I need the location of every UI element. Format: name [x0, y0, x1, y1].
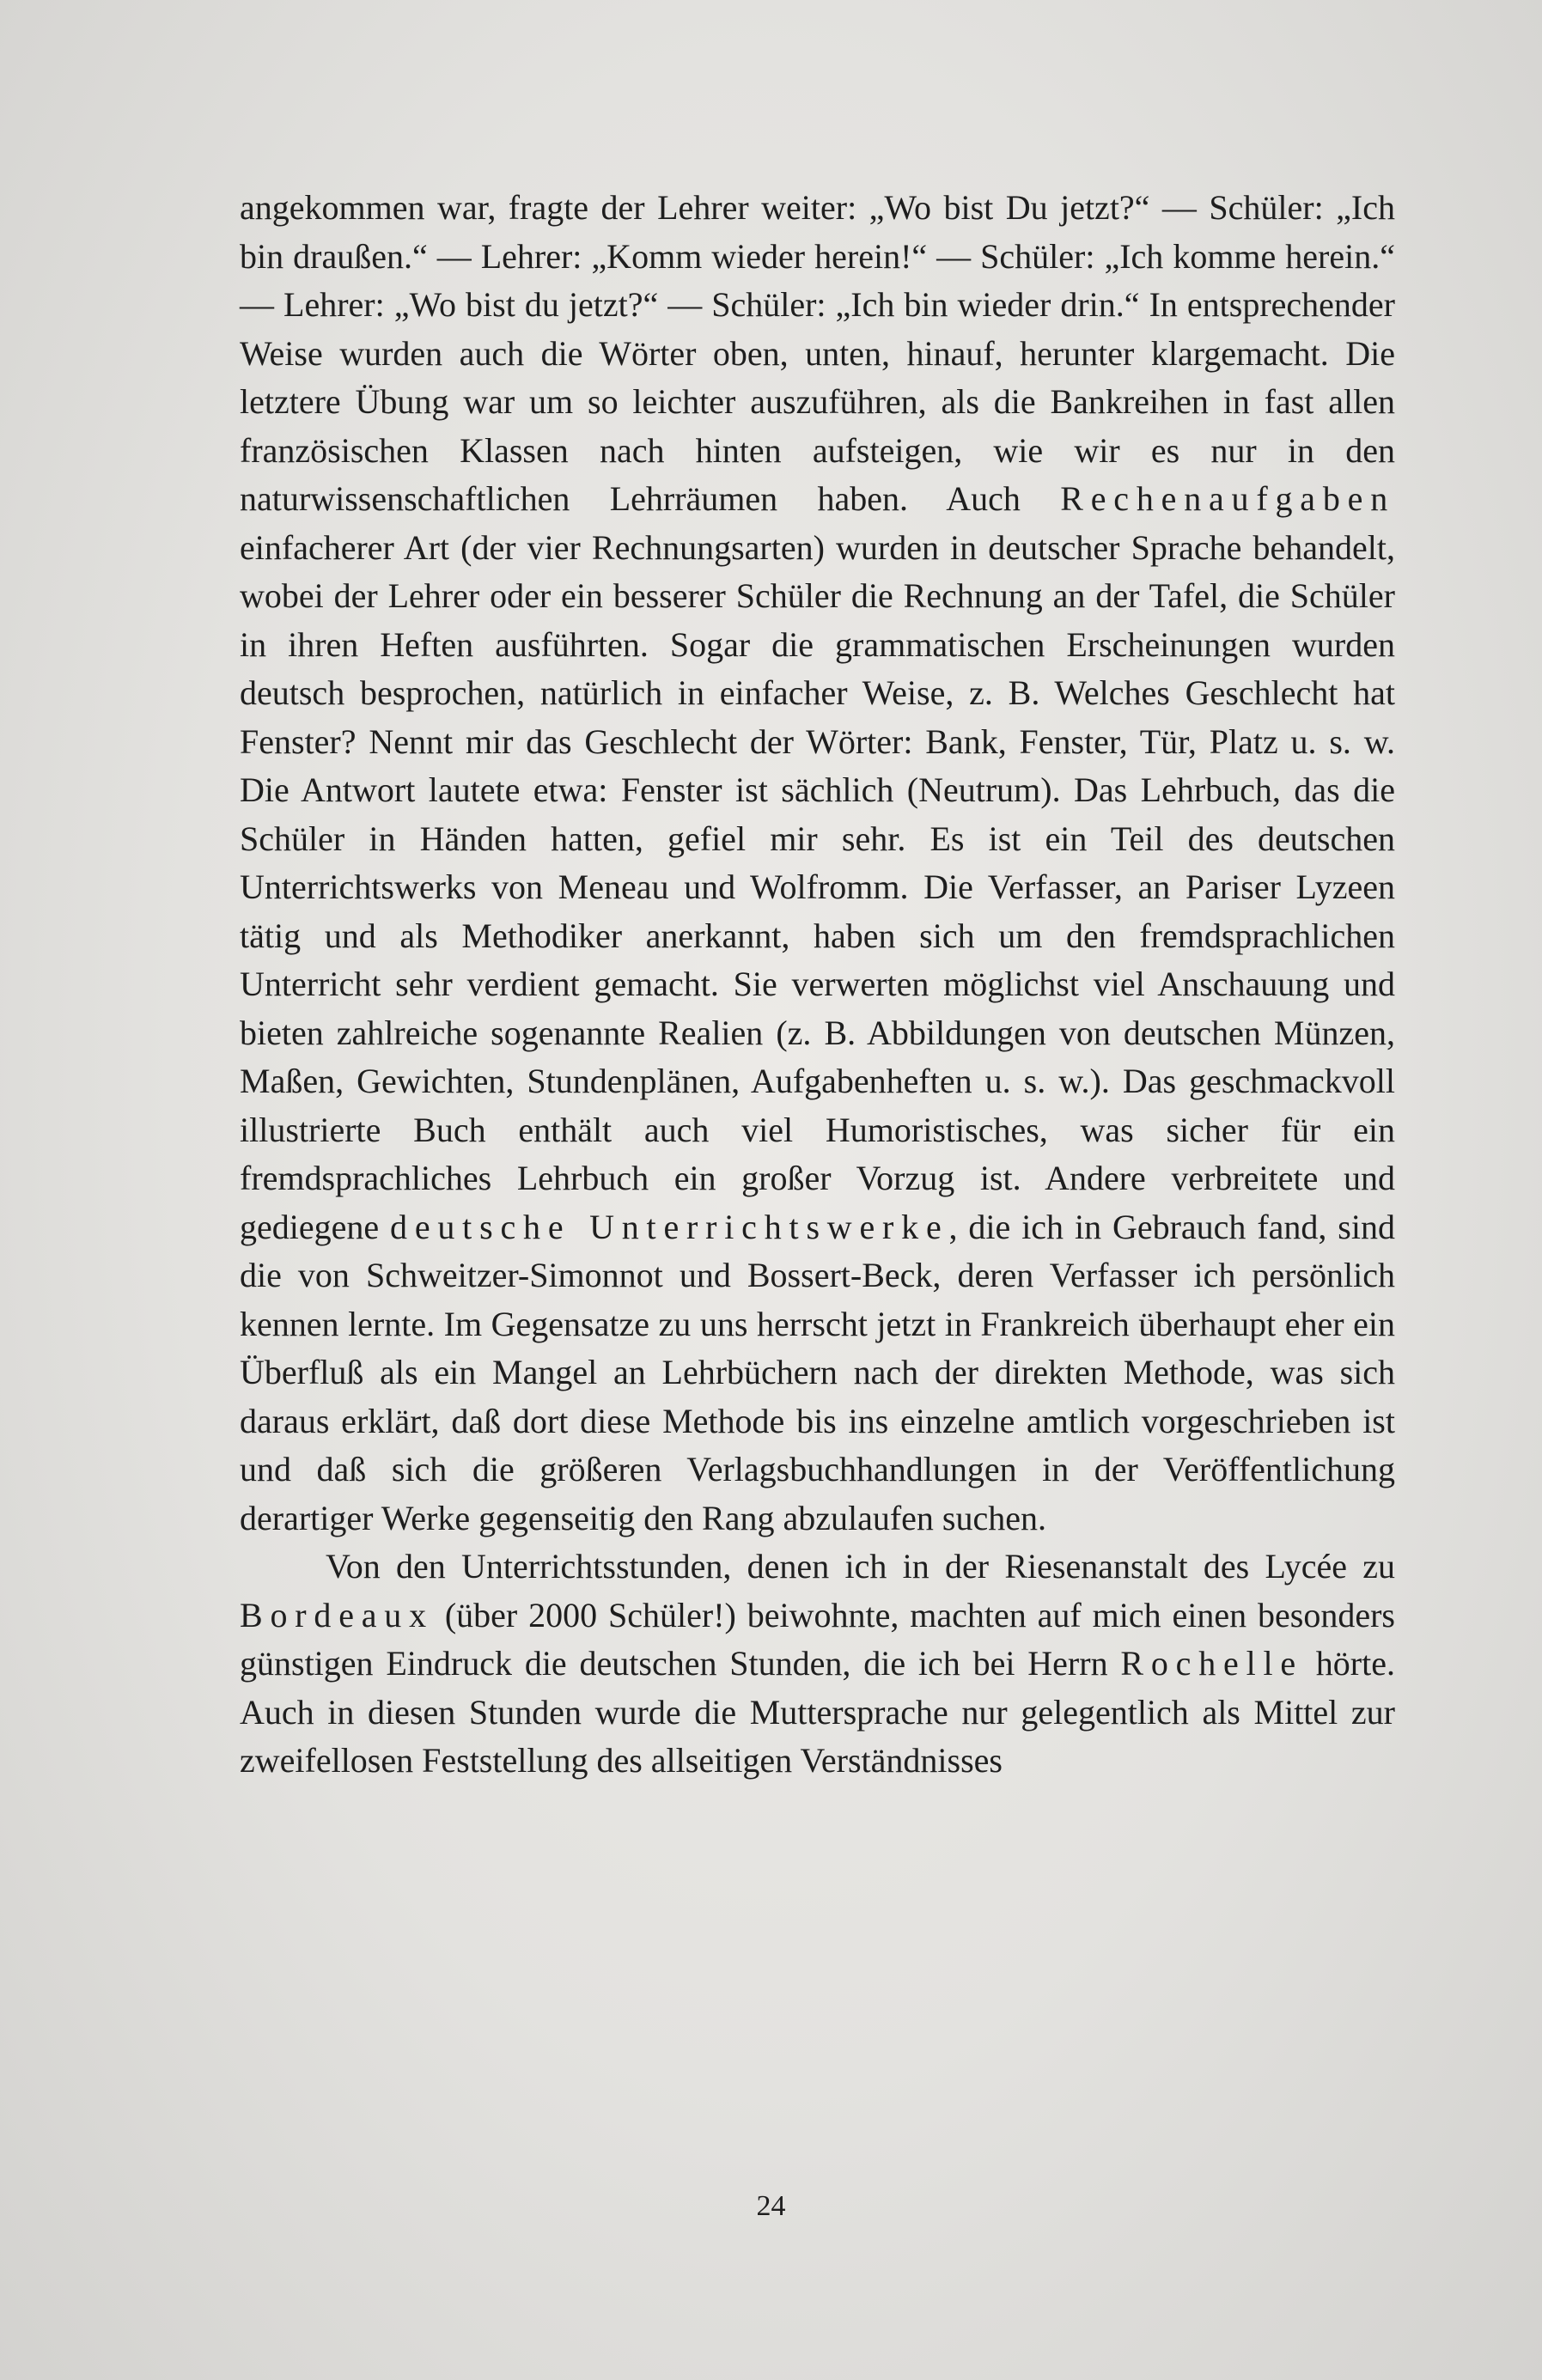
- text-segment: , die ich in Gebrauch fand, sind die von Schweitzer-Simonnot und Bossert-Beck, deren Verfasser ich persönlich kennen lernte. Im Gegensatze zu uns herrscht jetzt in Frankreich überhaupt eher ein Überfluß als ein Mangel an Lehrbüchern nach der direkten Methode, was sich daraus erklärt, daß dort diese Methode bis ins einzelne amtlich vorgeschrieben ist und daß sich die größeren Verlagsbuchhandlungen in der Veröffentlichung derartiger Werke gegenseitig den Rang abzulaufen suchen.: [240, 1207, 1395, 1537]
- text-segment: angekommen war, fragte der Lehrer weiter: „Wo bist Du jetzt?“ — Schüler: „Ich bin draußen.“ — Lehrer: „Komm wieder herein!“ — Schüler: „Ich komme herein.“ — Lehrer: „Wo bist du jetzt?“ — Schüler: „Ich bin wieder drin.“ In entsprechender Weise wurden auch die Wörter oben, unten, hinauf, herunter klargemacht. Die letztere Übung war um so leichter auszuführen, als die Bankreihen in fast allen französischen Klassen nach hinten aufsteigen, wie wir es nur in den naturwissenschaftlichen Lehrräumen haben. Auch: [240, 188, 1395, 518]
- text-segment: Von den Unterrichtsstunden, denen ich in der Riesenanstalt des Lycée zu: [326, 1547, 1395, 1586]
- text-segment: (über 2000 Schüler!) beiwohnte, machten auf mich einen besonders günstigen Eindruck die deutschen Stunden, die ich bei Herrn: [240, 1595, 1395, 1683]
- emphasized-text: Rechenaufgaben: [1060, 479, 1395, 518]
- page-number: 24: [756, 2190, 786, 2222]
- body-text: [240, 184, 1395, 1786]
- emphasized-text: Rochelle: [1120, 1644, 1303, 1683]
- emphasized-text: deutsche Unterrichtswerke: [390, 1207, 949, 1246]
- paragraph-1: [240, 184, 1395, 1543]
- emphasized-text: Bordeaux: [240, 1595, 434, 1634]
- text-segment: einfacherer Art (der vier Rechnungsarten) wurden in deutscher Sprache behandelt, wobei der Lehrer oder ein besserer Schüler die Rechnung an der Tafel, die Schüler in ihren Heften ausführten. Sogar die grammatischen Erscheinungen wurden deutsch besprochen, natürlich in einfacher Weise, z. B. Welches Geschlecht hat Fenster? Nennt mir das Geschlecht der Wörter: Bank, Fenster, Tür, Platz u. s. w. Die Antwort lautete etwa: Fenster ist sächlich (Neutrum). Das Lehrbuch, das die Schüler in Händen hatten, gefiel mir sehr. Es ist ein Teil des deutschen Unterrichtswerks von Meneau und Wolfromm. Die Verfasser, an Pariser Lyzeen tätig und als Methodiker anerkannt, haben sich um den fremdsprachlichen Unterricht sehr verdient gemacht. Sie verwerten möglichst viel Anschauung und bieten zahlreiche sogenannte Realien (z. B. Abbildungen von deutschen Münzen, Maßen, Gewichten, Stundenplänen, Aufgabenheften u. s. w.). Das geschmackvoll illustrierte Buch enthält auch viel Humoristisches, was sicher für ein fremdsprachliches Lehrbuch ein großer Vorzug ist. Andere verbreitete und gediegene: [240, 527, 1395, 1246]
- paragraph-2: [240, 1543, 1395, 1786]
- text-segment: hörte. Auch in diesen Stunden wurde die Muttersprache nur gelegentlich als Mittel zur zweifellosen Feststellung des allseitigen Verständnisses: [240, 1644, 1395, 1780]
